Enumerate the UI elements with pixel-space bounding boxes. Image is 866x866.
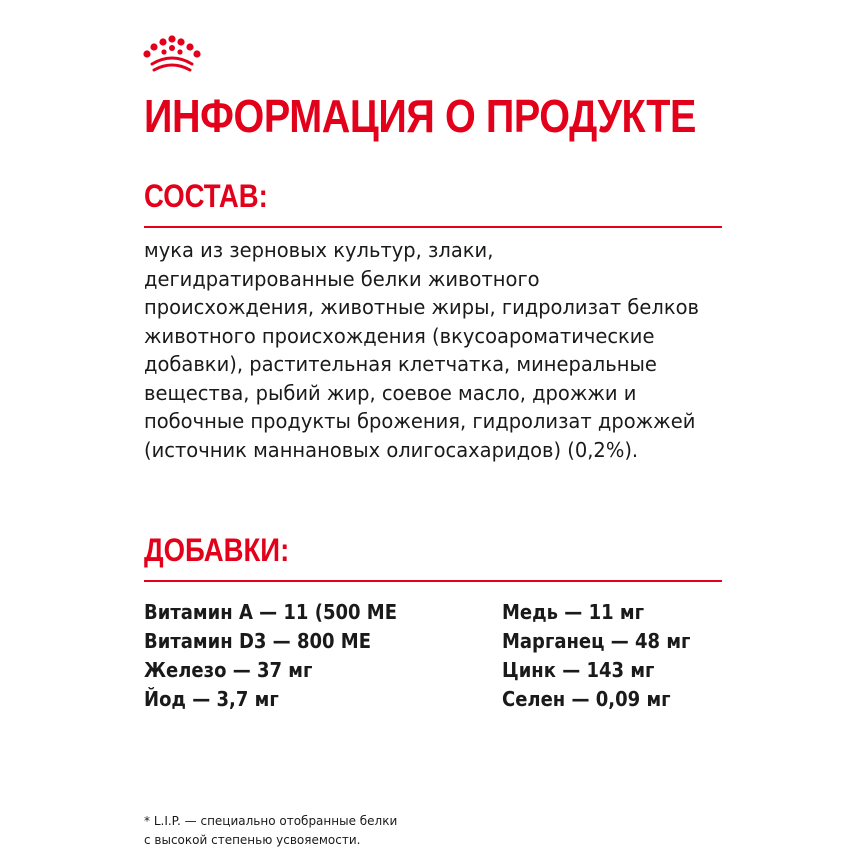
additive-item: Цинк — 143 мг: [502, 658, 655, 682]
additives-right-list: [502, 598, 690, 714]
page-title: ИНФОРМАЦИЯ О ПРОДУКТЕ: [144, 90, 696, 142]
additive-item: Медь — 11 мг: [502, 600, 645, 624]
additive-item: Витамин А — 11 (500 МЕ: [144, 600, 397, 624]
additive-item: Йод — 3,7 мг: [144, 687, 279, 711]
composition-divider: [144, 226, 722, 228]
additives-divider: [144, 580, 722, 582]
additive-item: Марганец — 48 мг: [502, 629, 691, 653]
additives-heading: ДОБАВКИ:: [144, 532, 290, 568]
additive-item: Витамин D3 — 800 МЕ: [144, 629, 371, 653]
footnote-line: * L.I.P. — специально отобранные белки: [144, 814, 398, 828]
additives-left-list: [144, 598, 397, 714]
composition-text: мука из зерновых культур, злаки, дегидратированные белки животного происхождения, животные жиры, гидролизат белков животного происхождения (вкусоароматические добавки), растительная клетчатка, минеральные вещества, рыбий жир, соевое масло, дрожжи и побочные продукты брожения, гидролизат дрожжей (источник маннановых олигосахаридов) (0,2%).: [144, 238, 699, 462]
footnote: [144, 812, 397, 850]
footnote-line: с высокой степенью усвояемости.: [144, 833, 361, 847]
additive-item: Железо — 37 мг: [144, 658, 313, 682]
additive-item: Селен — 0,09 мг: [502, 687, 671, 711]
composition-heading: СОСТАВ:: [144, 178, 268, 214]
crown-icon: [138, 34, 206, 76]
